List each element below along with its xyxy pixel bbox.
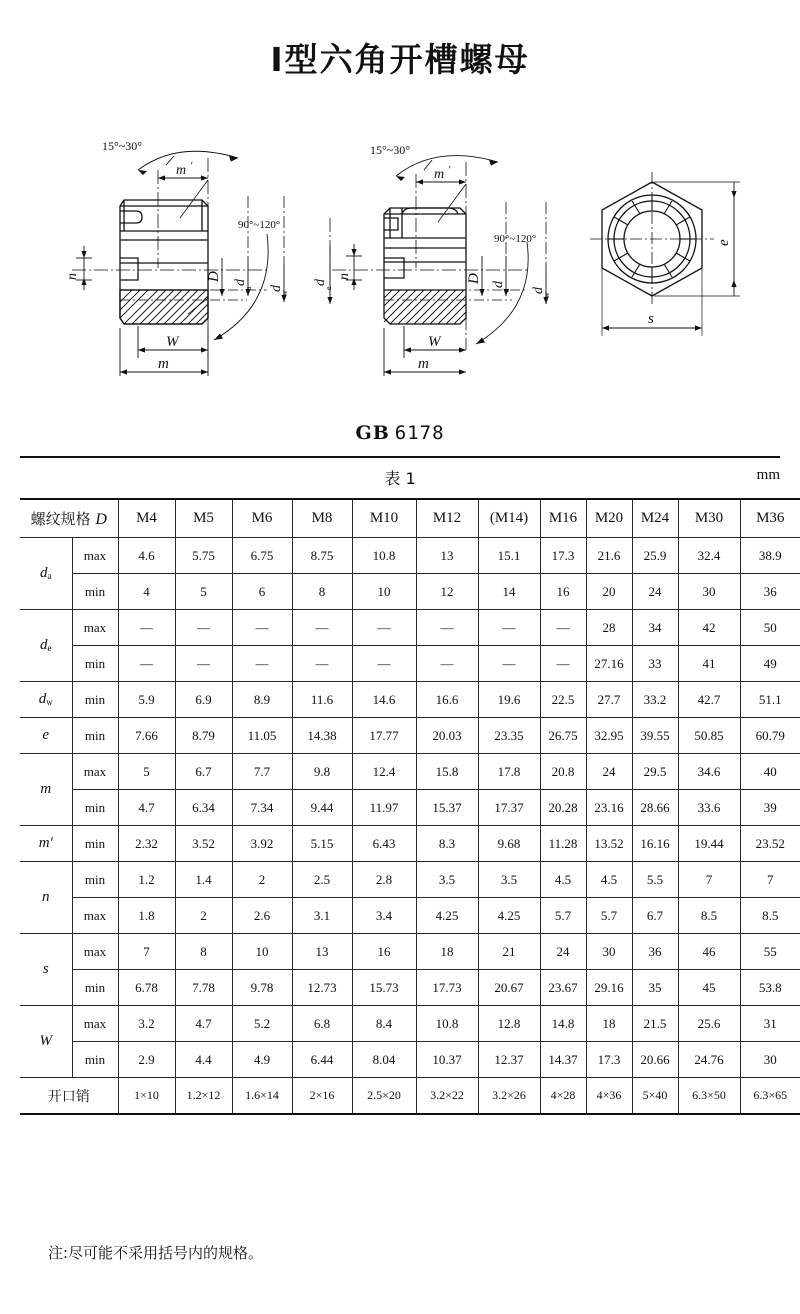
table-cell-value: 14.38 <box>292 718 352 754</box>
table-cell-value: 13 <box>416 538 478 574</box>
column-header-size: M5 <box>175 499 232 538</box>
table-cell-value: 24 <box>586 754 632 790</box>
table-cell-value: 6.43 <box>352 826 416 862</box>
table-cell-value: 7.66 <box>118 718 175 754</box>
table-cell-value: 10.8 <box>352 538 416 574</box>
table-cell-value: 20.8 <box>540 754 586 790</box>
table-cell-value: 30 <box>678 574 740 610</box>
row-limit-label: min <box>72 682 118 718</box>
svg-text:n: n <box>65 273 80 280</box>
column-header-size: M4 <box>118 499 175 538</box>
svg-text:s: s <box>648 311 654 327</box>
table-row <box>20 610 800 646</box>
column-header-size: M36 <box>740 499 800 538</box>
table-cell-value: 8.75 <box>292 538 352 574</box>
table-cell-value: 15.1 <box>478 538 540 574</box>
svg-text:e: e <box>324 286 333 290</box>
table-cell-value: 33.6 <box>678 790 740 826</box>
table-cell-value: 6.44 <box>292 1042 352 1078</box>
table-cell-value: 7.78 <box>175 970 232 1006</box>
figure-front-section-view-1 <box>62 118 312 378</box>
row-symbol-label: n <box>20 862 72 934</box>
row-limit-label: max <box>72 934 118 970</box>
svg-text:e: e <box>716 239 732 246</box>
table-cell-value: 6 <box>232 574 292 610</box>
table-cell-value: 4 <box>118 574 175 610</box>
table-cell-value: 9.78 <box>232 970 292 1006</box>
table-cell-value: — <box>416 610 478 646</box>
table-cell-value: 53.8 <box>740 970 800 1006</box>
column-header-size: M6 <box>232 499 292 538</box>
row-symbol-label: W <box>20 1006 72 1078</box>
table-cell-value: 10 <box>352 574 416 610</box>
table-cell-value: — <box>118 646 175 682</box>
row-limit-label: min <box>72 790 118 826</box>
svg-text:D: D <box>466 273 482 284</box>
table-cell-value: 15.8 <box>416 754 478 790</box>
table-cell-value: 9.8 <box>292 754 352 790</box>
svg-text:15°~30°: 15°~30° <box>102 139 143 153</box>
table-cell-cotter-pin: 1.2×12 <box>175 1078 232 1115</box>
specification-table <box>20 498 800 1115</box>
table-cell-value: 4.4 <box>175 1042 232 1078</box>
table-cell-value: 19.6 <box>478 682 540 718</box>
table-cell-value: 5.2 <box>232 1006 292 1042</box>
table-cell-value: 32.95 <box>586 718 632 754</box>
table-cell-value: 4.6 <box>118 538 175 574</box>
table-cell-cotter-pin: 1.6×14 <box>232 1078 292 1115</box>
table-row <box>20 1042 800 1078</box>
table-cell-value: 8.4 <box>352 1006 416 1042</box>
table-row <box>20 1006 800 1042</box>
table-cell-cotter-pin: 2×16 <box>292 1078 352 1115</box>
table-cell-value: 4.7 <box>175 1006 232 1042</box>
row-symbol-label: m′ <box>20 826 72 862</box>
table-cell-value: 30 <box>586 934 632 970</box>
svg-text:w: w <box>542 292 551 298</box>
table-cell-value: 4.9 <box>232 1042 292 1078</box>
table-cell-value: — <box>232 610 292 646</box>
table-row <box>20 826 800 862</box>
table-cell-value: 23.67 <box>540 970 586 1006</box>
table-cell-value: 11.05 <box>232 718 292 754</box>
table-cell-value: 20.28 <box>540 790 586 826</box>
table-cell-value: — <box>292 646 352 682</box>
table-cell-value: 34.6 <box>678 754 740 790</box>
table-cell-value: 46 <box>678 934 740 970</box>
table-cell-value: 5 <box>118 754 175 790</box>
table-cell-value: — <box>352 646 416 682</box>
table-cell-value: 2.32 <box>118 826 175 862</box>
table-cell-value: 3.52 <box>175 826 232 862</box>
table-cell-value: 17.73 <box>416 970 478 1006</box>
row-limit-label: min <box>72 646 118 682</box>
table-cell-value: 50 <box>740 610 800 646</box>
row-symbol-label: $d_a$ <box>20 538 72 610</box>
table-cell-value: 23.16 <box>586 790 632 826</box>
table-cell-value: 25.6 <box>678 1006 740 1042</box>
table-cell-value: — <box>478 610 540 646</box>
table-cell-value: 5.9 <box>118 682 175 718</box>
row-symbol-label: s <box>20 934 72 1006</box>
table-cell-value: 5.15 <box>292 826 352 862</box>
figure-top-view-hexagon <box>588 170 778 360</box>
row-symbol-label: e <box>20 718 72 754</box>
table-cell-value: 3.92 <box>232 826 292 862</box>
table-cell-value: 9.44 <box>292 790 352 826</box>
column-header-size: M16 <box>540 499 586 538</box>
table-cell-value: — <box>540 646 586 682</box>
row-limit-label: min <box>72 574 118 610</box>
table-cell-value: 6.9 <box>175 682 232 718</box>
table-cell-value: 17.77 <box>352 718 416 754</box>
table-cell-value: 20.67 <box>478 970 540 1006</box>
table-cell-cotter-pin: 6.3×50 <box>678 1078 740 1115</box>
svg-text:d: d <box>531 287 546 294</box>
column-header-size: M24 <box>632 499 678 538</box>
table-cell-cotter-pin: 1×10 <box>118 1078 175 1115</box>
table-cell-value: 12.37 <box>478 1042 540 1078</box>
svg-text:d: d <box>233 279 248 286</box>
table-cell-value: 5.7 <box>540 898 586 934</box>
table-cell-value: — <box>540 610 586 646</box>
table-cell-cotter-pin: 5×40 <box>632 1078 678 1115</box>
table-cell-value: 2.8 <box>352 862 416 898</box>
table-cell-value: 15.37 <box>416 790 478 826</box>
table-cell-value: 12.8 <box>478 1006 540 1042</box>
table-cell-value: 8.5 <box>740 898 800 934</box>
table-row <box>20 682 800 718</box>
table-cell-value: 41 <box>678 646 740 682</box>
table-cell-value: 4.7 <box>118 790 175 826</box>
table-cell-value: 5.75 <box>175 538 232 574</box>
table-cell-value: — <box>292 610 352 646</box>
table-cell-value: 11.97 <box>352 790 416 826</box>
table-row <box>20 862 800 898</box>
svg-text:D: D <box>206 271 222 282</box>
table-cell-value: 13.52 <box>586 826 632 862</box>
svg-text:90°~120°: 90°~120° <box>494 233 537 245</box>
svg-text:m: m <box>176 163 187 178</box>
table-cell-value: 5.5 <box>632 862 678 898</box>
header-rule <box>20 456 780 458</box>
table-note: 注:尽可能不采用括号内的规格。 <box>48 1244 264 1262</box>
table-cell-value: 30 <box>740 1042 800 1078</box>
table-cell-value: 7.34 <box>232 790 292 826</box>
table-cell-value: 49 <box>740 646 800 682</box>
table-cell-value: 1.4 <box>175 862 232 898</box>
table-row <box>20 754 800 790</box>
table-cell-value: 8 <box>292 574 352 610</box>
table-cell-value: 31 <box>740 1006 800 1042</box>
table-row <box>20 718 800 754</box>
table-cell-value: 38.9 <box>740 538 800 574</box>
row-limit-label: max <box>72 538 118 574</box>
table-cell-value: 1.8 <box>118 898 175 934</box>
table-cell-value: 16 <box>540 574 586 610</box>
svg-text:m: m <box>158 356 169 372</box>
table-cell-value: 21 <box>478 934 540 970</box>
column-header-size: M10 <box>352 499 416 538</box>
table-cell-value: 29.16 <box>586 970 632 1006</box>
row-limit-label: min <box>72 718 118 754</box>
table-cell-cotter-pin: 2.5×20 <box>352 1078 416 1115</box>
table-cell-value: 2.6 <box>232 898 292 934</box>
table-cell-value: 6.75 <box>232 538 292 574</box>
table-cell-value: 20.66 <box>632 1042 678 1078</box>
table-cell-value: 24.76 <box>678 1042 740 1078</box>
table-cell-value: — <box>118 610 175 646</box>
table-cell-value: 51.1 <box>740 682 800 718</box>
table-cell-value: 2.5 <box>292 862 352 898</box>
column-header-size: M30 <box>678 499 740 538</box>
table-cell-value: 50.85 <box>678 718 740 754</box>
table-cell-value: 17.8 <box>478 754 540 790</box>
table-cell-value: 55 <box>740 934 800 970</box>
svg-text:d: d <box>491 281 506 288</box>
standard-number: 6178 <box>394 422 445 444</box>
svg-text:a: a <box>502 288 511 292</box>
table-cell-value: — <box>352 610 416 646</box>
table-cell-value: 10 <box>232 934 292 970</box>
table-cell-value: 12.73 <box>292 970 352 1006</box>
table-cell-value: 27.16 <box>586 646 632 682</box>
table-cell-value: 25.9 <box>632 538 678 574</box>
table-cell-value: 24 <box>540 934 586 970</box>
table-cell-value: 39.55 <box>632 718 678 754</box>
row-symbol-label: $d_e$ <box>20 610 72 682</box>
row-symbol-label: $d_w$ <box>20 682 72 718</box>
table-cell-value: 40 <box>740 754 800 790</box>
table-cell-value: 21.6 <box>586 538 632 574</box>
table-cell-value: 4.5 <box>540 862 586 898</box>
table-cell-value: 8.04 <box>352 1042 416 1078</box>
table-cell-value: 18 <box>416 934 478 970</box>
svg-text:d: d <box>269 285 284 292</box>
table-caption: 表 1 <box>384 469 416 488</box>
table-cell-value: 20.03 <box>416 718 478 754</box>
table-cell-value: 15.73 <box>352 970 416 1006</box>
table-cell-value: — <box>175 610 232 646</box>
svg-text:′: ′ <box>190 160 193 172</box>
table-cell-value: 24 <box>632 574 678 610</box>
page-title: Ⅰ型六角开槽螺母 <box>270 40 530 79</box>
table-cell-value: 8.79 <box>175 718 232 754</box>
table-cell-value: 6.8 <box>292 1006 352 1042</box>
table-cell-value: 16.16 <box>632 826 678 862</box>
table-cell-value: 7 <box>678 862 740 898</box>
table-row <box>20 646 800 682</box>
table-cell-value: 23.35 <box>478 718 540 754</box>
table-cell-value: 3.4 <box>352 898 416 934</box>
table-cell-value: 1.2 <box>118 862 175 898</box>
table-cell-value: 35 <box>632 970 678 1006</box>
svg-text:n: n <box>337 273 352 280</box>
table-cell-value: 8.9 <box>232 682 292 718</box>
row-limit-label: min <box>72 1042 118 1078</box>
table-cell-value: 21.5 <box>632 1006 678 1042</box>
column-header-size: M12 <box>416 499 478 538</box>
table-cell-value: — <box>478 646 540 682</box>
table-row <box>20 970 800 1006</box>
table-unit: mm <box>756 467 780 483</box>
svg-text:m: m <box>418 356 429 372</box>
table-cell-value: 12 <box>416 574 478 610</box>
svg-text:W: W <box>428 334 441 350</box>
figure-panel <box>0 110 800 400</box>
table-cell-value: — <box>175 646 232 682</box>
table-cell-value: 28 <box>586 610 632 646</box>
table-cell-value: 42 <box>678 610 740 646</box>
svg-text:90°~120°: 90°~120° <box>238 219 281 231</box>
row-limit-label: max <box>72 754 118 790</box>
table-cell-value: 29.5 <box>632 754 678 790</box>
table-cell-value: 6.78 <box>118 970 175 1006</box>
table-cell-value: — <box>416 646 478 682</box>
table-cell-cotter-pin: 4×36 <box>586 1078 632 1115</box>
table-cell-value: 16 <box>352 934 416 970</box>
table-cell-cotter-pin: 3.2×26 <box>478 1078 540 1115</box>
standard-code <box>0 422 800 445</box>
table-cell-value: 3.1 <box>292 898 352 934</box>
column-header-size: (M14) <box>478 499 540 538</box>
table-cell-value: 14.37 <box>540 1042 586 1078</box>
table-cell-value: 4.25 <box>416 898 478 934</box>
standard-prefix: GB <box>355 422 390 444</box>
table-cell-value: 60.79 <box>740 718 800 754</box>
svg-text:′: ′ <box>448 164 451 176</box>
table-cell-value: 11.6 <box>292 682 352 718</box>
table-cell-value: 14 <box>478 574 540 610</box>
table-cell-value: 4.5 <box>586 862 632 898</box>
table-cell-value: 14.6 <box>352 682 416 718</box>
table-row <box>20 934 800 970</box>
table-cell-value: 45 <box>678 970 740 1006</box>
table-cell-value: 8 <box>175 934 232 970</box>
table-cell-value: 27.7 <box>586 682 632 718</box>
svg-text:m: m <box>434 167 445 182</box>
column-header-thread-spec: 螺纹规格 D <box>20 499 118 538</box>
table-cell-value: 7 <box>118 934 175 970</box>
row-limit-label: min <box>72 970 118 1006</box>
row-limit-label: min <box>72 826 118 862</box>
row-label-cotter-pin: 开口销 <box>20 1078 118 1115</box>
table-cell-value: 2.9 <box>118 1042 175 1078</box>
table-row-cotter-pin <box>20 1078 800 1115</box>
table-cell-value: 11.28 <box>540 826 586 862</box>
table-cell-value: 20 <box>586 574 632 610</box>
row-limit-label: max <box>72 898 118 934</box>
table-cell-value: 2 <box>232 862 292 898</box>
table-cell-cotter-pin: 6.3×65 <box>740 1078 800 1115</box>
table-cell-value: 42.7 <box>678 682 740 718</box>
table-cell-value: 6.7 <box>175 754 232 790</box>
row-limit-label: max <box>72 1006 118 1042</box>
table-cell-value: 9.68 <box>478 826 540 862</box>
table-cell-value: 36 <box>740 574 800 610</box>
row-symbol-label: m <box>20 754 72 826</box>
table-cell-value: 17.3 <box>586 1042 632 1078</box>
table-cell-value: 3.2 <box>118 1006 175 1042</box>
table-cell-value: 10.8 <box>416 1006 478 1042</box>
table-row <box>20 574 800 610</box>
table-cell-value: 8.5 <box>678 898 740 934</box>
table-cell-value: — <box>232 646 292 682</box>
table-cell-value: 7 <box>740 862 800 898</box>
table-cell-value: 17.3 <box>540 538 586 574</box>
svg-text:W: W <box>166 334 179 350</box>
table-cell-value: 22.5 <box>540 682 586 718</box>
table-cell-value: 26.75 <box>540 718 586 754</box>
svg-text:15°~30°: 15°~30° <box>370 143 411 157</box>
table-cell-value: 6.7 <box>632 898 678 934</box>
column-header-size: M20 <box>586 499 632 538</box>
table-cell-value: 36 <box>632 934 678 970</box>
row-limit-label: max <box>72 610 118 646</box>
svg-text:a: a <box>244 286 253 290</box>
table-cell-value: 18 <box>586 1006 632 1042</box>
table-cell-value: 39 <box>740 790 800 826</box>
column-header-size: M8 <box>292 499 352 538</box>
table-row <box>20 898 800 934</box>
table-cell-value: 8.3 <box>416 826 478 862</box>
svg-text:d: d <box>313 279 328 286</box>
table-cell-value: 2 <box>175 898 232 934</box>
table-row <box>20 538 800 574</box>
table-cell-value: 3.5 <box>416 862 478 898</box>
table-cell-value: 12.4 <box>352 754 416 790</box>
table-cell-cotter-pin: 3.2×22 <box>416 1078 478 1115</box>
table-cell-value: 17.37 <box>478 790 540 826</box>
table-cell-value: 33 <box>632 646 678 682</box>
table-cell-value: 28.66 <box>632 790 678 826</box>
figure-front-section-view-2 <box>312 118 582 378</box>
table-cell-value: 19.44 <box>678 826 740 862</box>
table-cell-value: 13 <box>292 934 352 970</box>
table-cell-value: 3.5 <box>478 862 540 898</box>
table-header-row <box>20 499 800 538</box>
table-cell-value: 14.8 <box>540 1006 586 1042</box>
table-cell-value: 10.37 <box>416 1042 478 1078</box>
svg-text:w: w <box>280 290 289 296</box>
table-cell-value: 5 <box>175 574 232 610</box>
table-cell-value: 5.7 <box>586 898 632 934</box>
table-cell-value: 23.52 <box>740 826 800 862</box>
table-cell-value: 16.6 <box>416 682 478 718</box>
table-cell-value: 6.34 <box>175 790 232 826</box>
table-cell-value: 7.7 <box>232 754 292 790</box>
table-cell-cotter-pin: 4×28 <box>540 1078 586 1115</box>
table-cell-value: 4.25 <box>478 898 540 934</box>
row-limit-label: min <box>72 862 118 898</box>
table-cell-value: 34 <box>632 610 678 646</box>
table-cell-value: 32.4 <box>678 538 740 574</box>
table-caption-row <box>20 466 780 494</box>
table-cell-value: 33.2 <box>632 682 678 718</box>
table-row <box>20 790 800 826</box>
